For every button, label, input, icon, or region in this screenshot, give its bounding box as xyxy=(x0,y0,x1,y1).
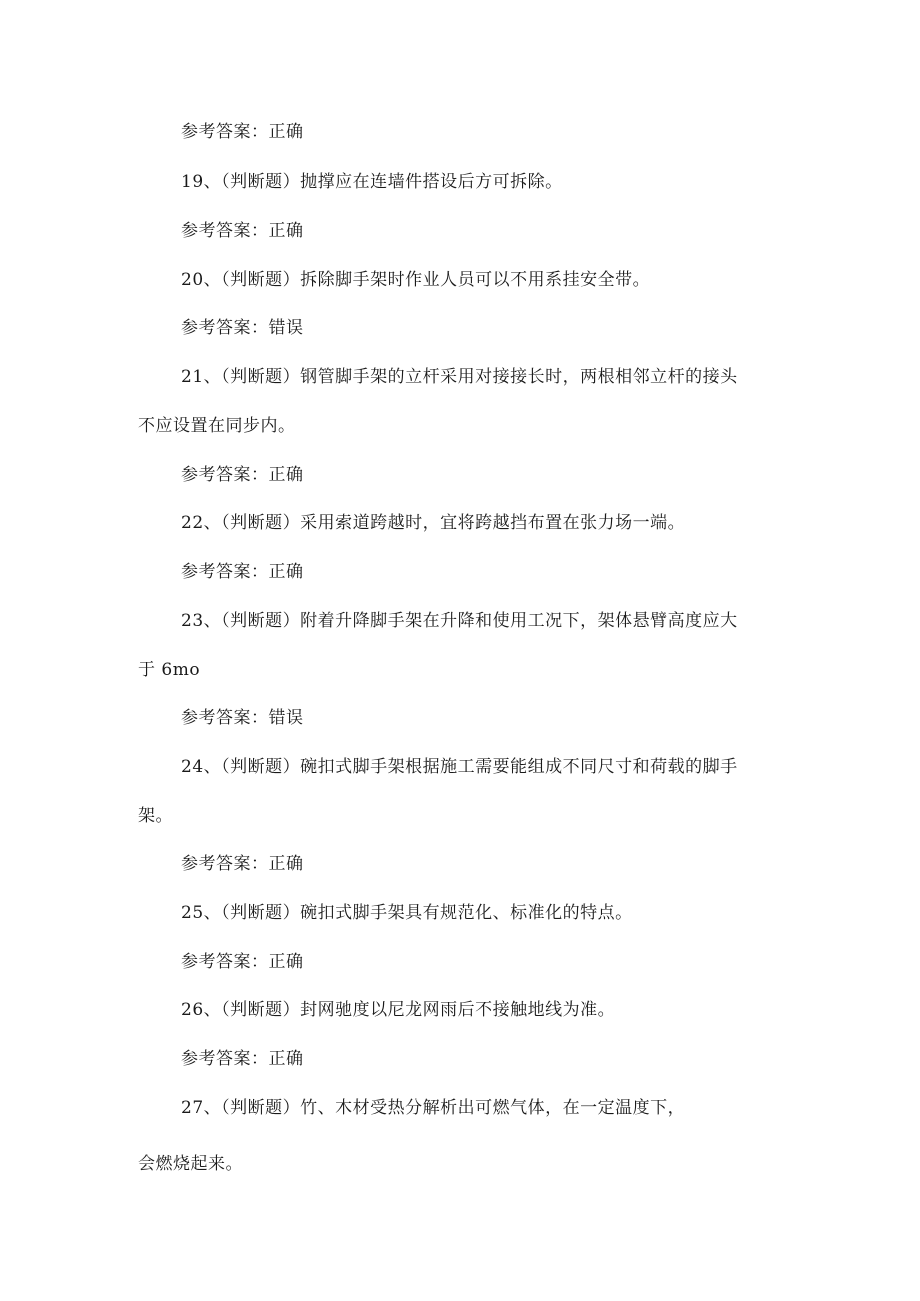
answer-line xyxy=(181,122,304,142)
question-line xyxy=(181,757,738,777)
answer-prefix: 参考答案： xyxy=(181,708,269,728)
question-text: 抛撑应在连墙件搭设后方可拆除。 xyxy=(300,172,563,192)
question-line xyxy=(181,172,563,192)
answer-line xyxy=(181,221,304,241)
answer-line xyxy=(181,318,304,338)
question-line xyxy=(181,270,650,290)
question-line xyxy=(181,611,738,631)
question-continuation: 架。 xyxy=(138,806,173,826)
answer-value: 错误 xyxy=(268,318,304,338)
question-number: 26、 xyxy=(181,1000,222,1020)
answer-prefix: 参考答案： xyxy=(181,1049,269,1069)
answer-value: 正确 xyxy=(268,952,304,972)
question-line xyxy=(181,367,738,387)
answer-line xyxy=(181,952,304,972)
answer-line xyxy=(181,465,304,485)
question-number: 20、 xyxy=(181,270,222,290)
question-line xyxy=(181,903,633,923)
answer-prefix: 参考答案： xyxy=(181,854,269,874)
question-type: （判断题） xyxy=(221,1098,301,1118)
question-continuation: 于 6mo xyxy=(138,660,201,680)
question-type: （判断题） xyxy=(221,903,301,923)
question-type: （判断题） xyxy=(221,270,301,290)
question-line xyxy=(181,513,685,533)
answer-prefix: 参考答案： xyxy=(181,952,269,972)
answer-value: 正确 xyxy=(268,465,304,485)
question-line xyxy=(181,1098,685,1118)
answer-prefix: 参考答案： xyxy=(181,318,269,338)
question-text: 竹、木材受热分解析出可燃气体，在一定温度下， xyxy=(300,1098,686,1118)
answer-prefix: 参考答案： xyxy=(181,465,269,485)
question-text: 碗扣式脚手架具有规范化、标准化的特点。 xyxy=(300,903,633,923)
question-number: 25、 xyxy=(181,903,222,923)
question-type: （判断题） xyxy=(221,757,301,777)
answer-line xyxy=(181,1049,304,1069)
answer-line xyxy=(181,708,304,728)
answer-value: 正确 xyxy=(268,854,304,874)
answer-line xyxy=(181,562,304,582)
answer-prefix: 参考答案： xyxy=(181,122,269,142)
answer-value: 正确 xyxy=(268,221,304,241)
question-continuation: 会燃烧起来。 xyxy=(138,1154,243,1174)
answer-value: 正确 xyxy=(268,562,304,582)
answer-line xyxy=(181,854,304,874)
answer-value: 正确 xyxy=(268,122,304,142)
question-type: （判断题） xyxy=(221,611,301,631)
question-continuation: 不应设置在同步内。 xyxy=(138,416,296,436)
question-number: 21、 xyxy=(181,367,222,387)
question-text: 拆除脚手架时作业人员可以不用系挂安全带。 xyxy=(300,270,651,290)
question-number: 23、 xyxy=(181,611,222,631)
question-number: 24、 xyxy=(181,757,222,777)
question-text: 采用索道跨越时，宜将跨越挡布置在张力场一端。 xyxy=(300,513,686,533)
answer-prefix: 参考答案： xyxy=(181,562,269,582)
question-text: 附着升降脚手架在升降和使用工况下，架体悬臂高度应大 xyxy=(300,611,738,631)
answer-value: 错误 xyxy=(268,708,304,728)
question-line xyxy=(181,1000,615,1020)
question-type: （判断题） xyxy=(221,1000,301,1020)
answer-value: 正确 xyxy=(268,1049,304,1069)
question-text: 封网驰度以尼龙网雨后不接触地线为准。 xyxy=(300,1000,616,1020)
question-type: （判断题） xyxy=(221,172,301,192)
question-type: （判断题） xyxy=(221,513,301,533)
question-type: （判断题） xyxy=(221,367,301,387)
question-text: 碗扣式脚手架根据施工需要能组成不同尺寸和荷载的脚手 xyxy=(300,757,738,777)
answer-prefix: 参考答案： xyxy=(181,221,269,241)
question-number: 19、 xyxy=(181,172,222,192)
question-number: 27、 xyxy=(181,1098,222,1118)
question-text: 钢管脚手架的立杆采用对接接长时，两根相邻立杆的接头 xyxy=(300,367,738,387)
question-number: 22、 xyxy=(181,513,222,533)
